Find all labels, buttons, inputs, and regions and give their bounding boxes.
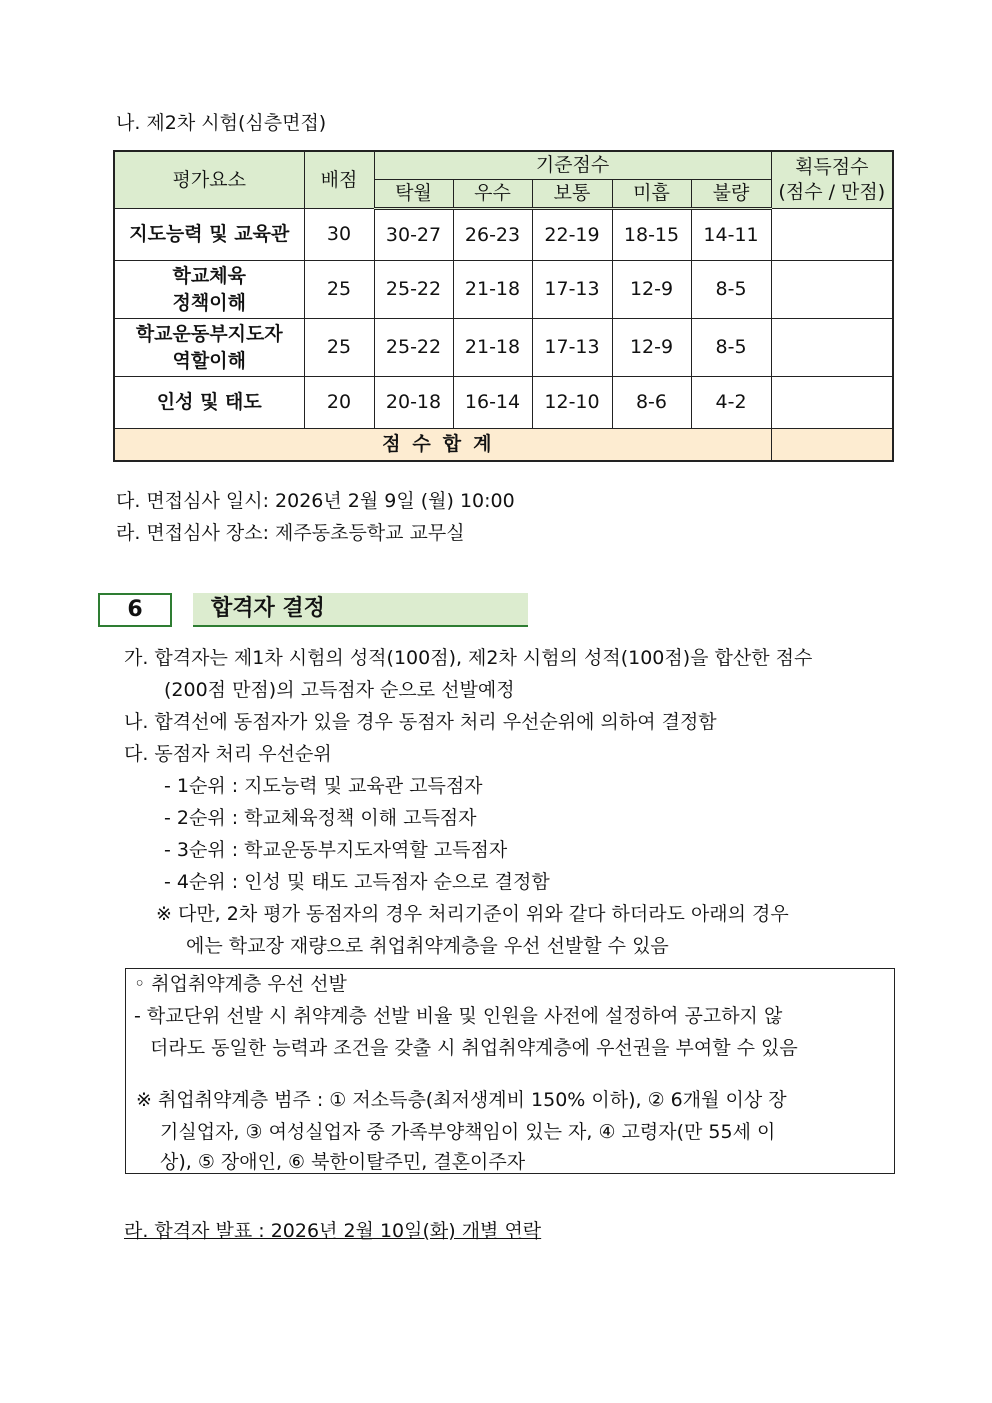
row-label [114, 261, 304, 319]
header-criteria: 기준점수 [374, 151, 771, 180]
row-score: 26-23 [453, 209, 532, 261]
item-a-line1: 가. 합격자는 제1차 시험의 성적(100점), 제2차 시험의 성적(100점)을 합산한 점수 [124, 647, 813, 669]
row-score: 14-11 [691, 209, 771, 261]
row-label [114, 377, 304, 429]
table-row [114, 261, 893, 319]
section-title-bar [193, 593, 528, 627]
total-row [114, 429, 893, 461]
score-table [113, 150, 894, 462]
row-weight: 30 [304, 209, 374, 261]
row-score: 8-6 [612, 377, 691, 429]
item-b: 나. 합격선에 동점자가 있을 경우 동점자 처리 우선순위에 의하여 결정함 [124, 711, 717, 733]
box-line1: - 학교단위 선발 시 취약계층 선발 비율 및 인원을 사전에 설정하여 공고하지 않 [134, 1005, 783, 1027]
note-line1: ※ 다만, 2차 평가 동점자의 경우 처리기준이 위와 같다 하더라도 아래의 경우 [156, 903, 789, 925]
total-label: 점수합계 [114, 429, 771, 461]
note-line2: 에는 학교장 재량으로 취업취약계층을 우선 선발할 수 있음 [186, 935, 669, 957]
box-heading: ◦ 취업취약계층 우선 선발 [134, 973, 347, 995]
section-title: 합격자 결정 [211, 596, 325, 621]
box-line4: 기실업자, ③ 여성실업자 중 가족부양책임이 있는 자, ④ 고령자(만 55세 이 [160, 1121, 776, 1143]
row-label-line1: 학교운동부지도자 [135, 322, 283, 345]
level-2: 우수 [453, 180, 532, 209]
row-score: 16-14 [453, 377, 532, 429]
row-score: 30-27 [374, 209, 453, 261]
row-score: 17-13 [532, 261, 612, 319]
interview-place: 라. 면접심사 장소: 제주동초등학교 교무실 [116, 522, 465, 544]
total-value [771, 429, 893, 461]
row-obtained [771, 261, 893, 319]
row-score: 8-5 [691, 319, 771, 377]
row-label-line1: 인성 및 태도 [156, 391, 262, 413]
row-score: 12-9 [612, 319, 691, 377]
row-score: 8-5 [691, 261, 771, 319]
priority-3: - 3순위 : 학교운동부지도자역할 고득점자 [164, 839, 508, 861]
level-4: 미흡 [612, 180, 691, 209]
row-label-line1: 학교체육 [172, 264, 246, 287]
section-b-title: 나. 제2차 시험(심층면접) [116, 112, 327, 134]
table-row [114, 319, 893, 377]
box-line5: 상), ⑤ 장애인, ⑥ 북한이탈주민, 결혼이주자 [160, 1151, 526, 1173]
section-number: 6 [98, 593, 172, 627]
row-label-line2: 정책이해 [172, 291, 246, 314]
item-a-line2: (200점 만점)의 고득점자 순으로 선발예정 [164, 679, 515, 701]
row-score: 12-10 [532, 377, 612, 429]
row-score: 25-22 [374, 319, 453, 377]
row-score: 4-2 [691, 377, 771, 429]
row-score: 21-18 [453, 261, 532, 319]
row-score: 18-15 [612, 209, 691, 261]
level-5: 불량 [691, 180, 771, 209]
box-line3: ※ 취업취약계층 범주 : ① 저소득층(최저생계비 150% 이하), ② 6개월 이상 장 [136, 1089, 787, 1111]
vulnerable-group-box [125, 968, 895, 1174]
table-row [114, 377, 893, 429]
header-element: 평가요소 [114, 151, 304, 209]
row-weight: 20 [304, 377, 374, 429]
header-obtained [771, 151, 893, 209]
row-label-line1: 지도능력 및 교육관 [129, 223, 290, 245]
interview-date: 다. 면접심사 일시: 2026년 2월 9일 (월) 10:00 [116, 490, 515, 512]
row-weight: 25 [304, 261, 374, 319]
item-c: 다. 동점자 처리 우선순위 [124, 743, 332, 765]
header-obtained-line1: 획득점수 [795, 156, 869, 178]
row-obtained [771, 319, 893, 377]
row-score: 25-22 [374, 261, 453, 319]
row-score: 12-9 [612, 261, 691, 319]
header-obtained-line2: (점수 / 만점) [778, 181, 886, 203]
row-score: 21-18 [453, 319, 532, 377]
header-weight: 배점 [304, 151, 374, 209]
row-score: 17-13 [532, 319, 612, 377]
row-label [114, 209, 304, 261]
priority-2: - 2순위 : 학교체육정책 이해 고득점자 [164, 807, 477, 829]
box-line2: 더라도 동일한 능력과 조건을 갖출 시 취업취약계층에 우선권을 부여할 수 있음 [150, 1037, 798, 1059]
row-score: 20-18 [374, 377, 453, 429]
row-weight: 25 [304, 319, 374, 377]
level-3: 보통 [532, 180, 612, 209]
priority-4: - 4순위 : 인성 및 태도 고득점자 순으로 결정함 [164, 871, 550, 893]
priority-1: - 1순위 : 지도능력 및 교육관 고득점자 [164, 775, 483, 797]
row-obtained [771, 377, 893, 429]
announcement: 라. 합격자 발표 : 2026년 2월 10일(화) 개별 연락 [124, 1220, 542, 1242]
level-1: 탁월 [374, 180, 453, 209]
row-label [114, 319, 304, 377]
row-obtained [771, 209, 893, 261]
row-label-line2: 역할이해 [172, 349, 246, 372]
table-row [114, 209, 893, 261]
row-score: 22-19 [532, 209, 612, 261]
